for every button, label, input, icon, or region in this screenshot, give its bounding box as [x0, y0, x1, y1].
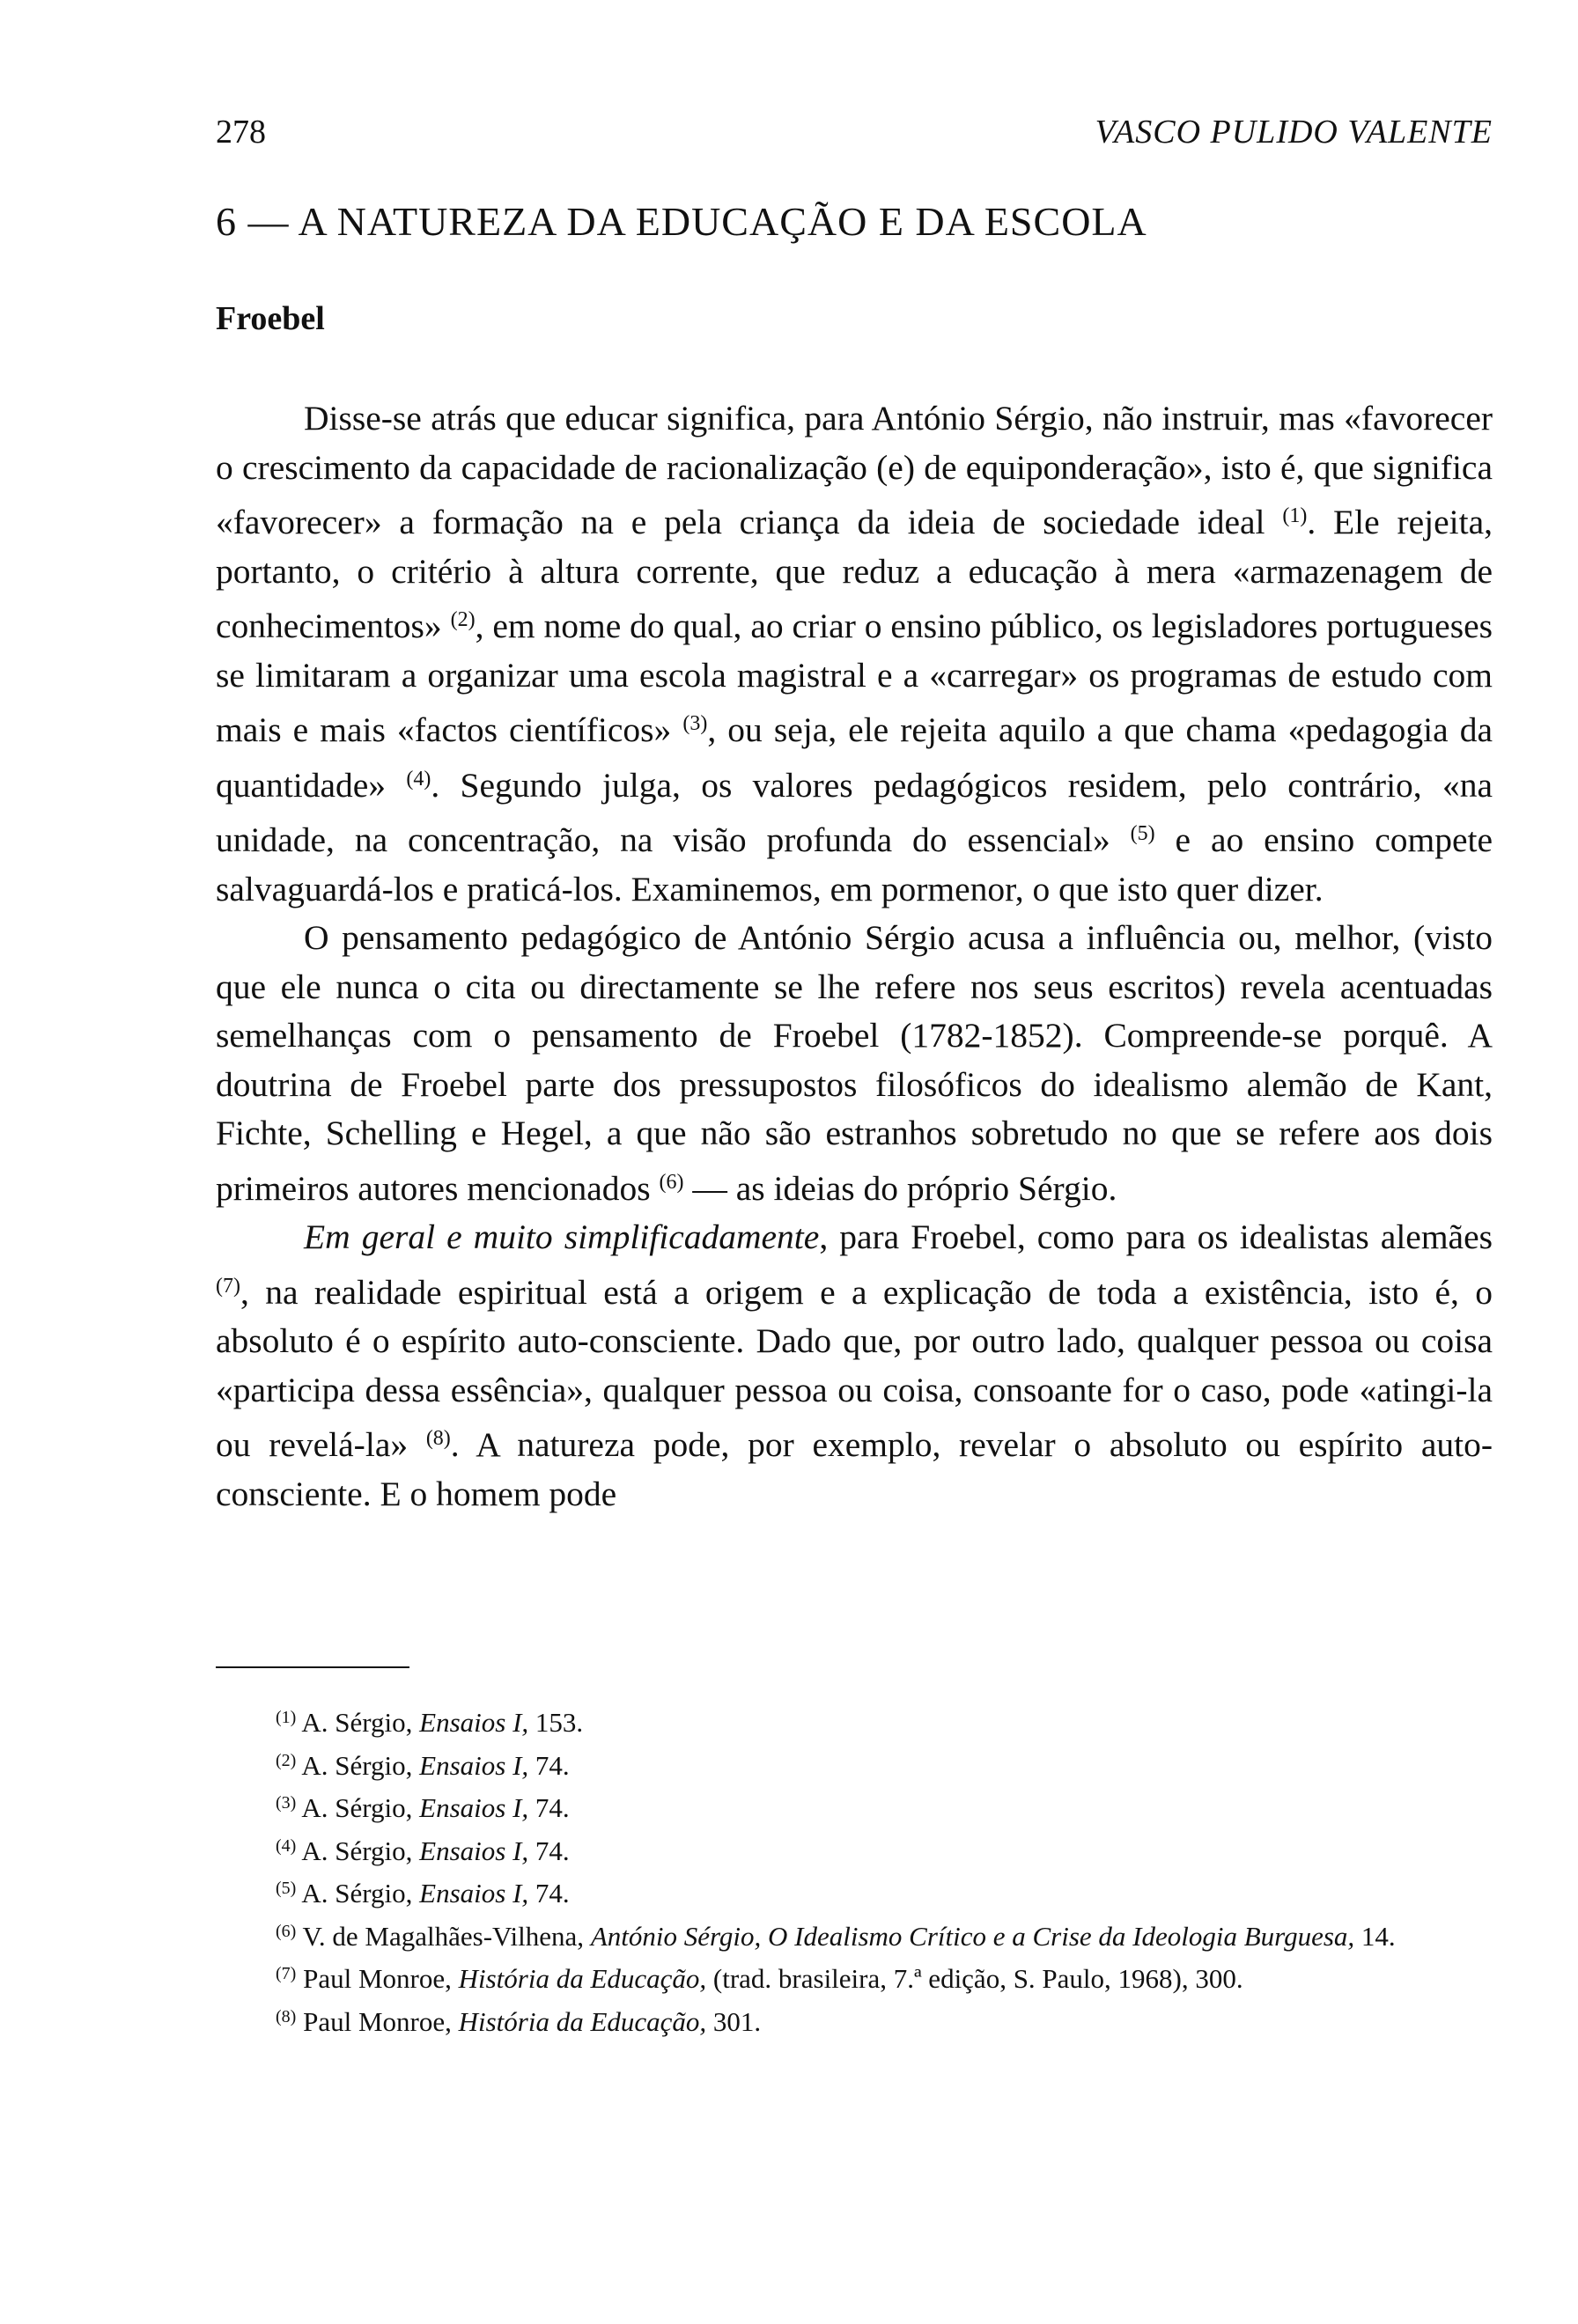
text-span: , ou seja, ele rejeita aquilo a que chama «pedagogia da quantidade» [216, 710, 1493, 805]
footnote-title: História da Educação, [458, 1963, 707, 1994]
footnote-4 [216, 1828, 1493, 1871]
page-header [216, 113, 1493, 174]
footnote-number: (3) [276, 1793, 297, 1813]
footnote-text: A. Sérgio, [301, 1792, 420, 1823]
footnote-number: (8) [276, 2006, 297, 2026]
body-text [216, 394, 1493, 1519]
footnote-title: Ensaios I, [419, 1749, 529, 1781]
footnote-title: História da Educação, [458, 2005, 707, 2037]
paragraph-1 [216, 394, 1493, 914]
footnote-ref: (5) [1130, 822, 1155, 845]
text-span: Disse-se atrás que educar significa, para António Sérgio, não instruir, mas «favorecer o crescimento da capacidade de racionalização (e) de equiponderação», isto é, que significa «favorecer» a formação na e pela criança da ideia de sociedade ideal [216, 399, 1493, 541]
footnote-8 [216, 1998, 1493, 2041]
text-span: e ao ensino compete salvaguardá-los e praticá-los. Examinemos, em pormenor, o que isto quer dizer. [216, 820, 1493, 908]
text-span: , em nome do qual, ao criar o ensino público, os legisladores portugueses se limitaram a organizar uma escola magistral e a «carregar» os programas de estudo com mais e mais «factos científicos» [216, 607, 1493, 749]
footnote-title: Ensaios I, [419, 1835, 529, 1866]
footnote-title: Ensaios I, [419, 1707, 529, 1738]
footnote-1 [216, 1699, 1493, 1742]
subheading: Froebel [216, 300, 325, 337]
footnotes [216, 1699, 1493, 2041]
footnote-divider [216, 1666, 409, 1668]
footnote-ref: (8) [425, 1427, 451, 1450]
footnote-text: 74. [528, 1749, 570, 1781]
footnote-title: Ensaios I, [419, 1878, 529, 1908]
text-span: . Ele rejeita, portanto, o critério à altura corrente, que reduz a educação à mera «armazenagem de conhecimentos» [216, 503, 1493, 645]
text-span: — as ideias do próprio Sérgio. [683, 1168, 1117, 1208]
footnote-text: A. Sérgio, [301, 1707, 420, 1738]
footnote-text: A. Sérgio, [301, 1835, 420, 1866]
text-span: . Segundo julga, os valores pedagógicos residem, pelo contrário, «na unidade, na concentração, na visão profunda do essencial» [216, 765, 1493, 859]
footnote-text: 74. [528, 1878, 570, 1908]
footnote-3 [216, 1784, 1493, 1828]
footnote-text: 301. [706, 2005, 762, 2037]
paragraph-3 [216, 1213, 1493, 1519]
footnote-text: 14. [1354, 1920, 1396, 1952]
text-span: , para Froebel, como para os idealistas alemães [819, 1217, 1493, 1256]
footnote-ref: (3) [682, 712, 708, 735]
footnote-text: Paul Monroe, [303, 1963, 459, 1994]
footnote-text: 74. [528, 1792, 570, 1823]
text-span: , na realidade espiritual está a origem e a explicação de toda a existência, isto é, o absoluto é o espírito auto-consciente. Dado que, por outro lado, qualquer pessoa ou coisa «participa dessa essência», qualquer pessoa ou coisa, consoante for o caso, pode «atingi-la ou revelá-la» [216, 1272, 1493, 1464]
footnote-text: V. de Magalhães-Vilhena, [302, 1920, 591, 1952]
italic-text: Em geral e muito simplificadamente [304, 1217, 820, 1256]
footnote-7 [216, 1955, 1493, 1998]
footnote-ref: (2) [450, 608, 476, 631]
text-span: . A natureza pode, por exemplo, revelar o absoluto ou espírito auto-consciente. E o homem pode [216, 1425, 1493, 1513]
footnote-number: (4) [276, 1835, 297, 1856]
footnote-title: António Sérgio, O Idealismo Crítico e a Crise da Ideologia Burguesa, [590, 1920, 1355, 1952]
footnote-text: A. Sérgio, [301, 1749, 420, 1781]
footnote-number: (6) [276, 1921, 297, 1941]
footnote-text: (trad. brasileira, 7.ª edição, S. Paulo, 1968), 300. [706, 1963, 1243, 1994]
footnote-ref: (7) [216, 1274, 240, 1298]
paragraph-2 [216, 914, 1493, 1213]
footnote-ref: (4) [406, 767, 431, 791]
footnote-number: (7) [276, 1964, 297, 1983]
footnote-ref: (1) [1282, 504, 1308, 527]
footnote-text: 74. [528, 1835, 570, 1866]
footnote-text: Paul Monroe, [303, 2005, 459, 2037]
page-number: 278 [216, 114, 266, 151]
footnote-ref: (6) [659, 1170, 684, 1194]
footnote-number: (2) [276, 1750, 297, 1770]
footnote-number: (5) [276, 1879, 297, 1898]
footnote-6 [216, 1913, 1493, 1956]
footnote-5 [216, 1870, 1493, 1913]
footnote-number: (1) [276, 1708, 297, 1727]
footnote-text: 153. [528, 1707, 584, 1738]
text-span: O pensamento pedagógico de António Sérgio acusa a influência ou, melhor, (visto que ele nunca o cita ou directamente se lhe refere nos seus escritos) revela acentuadas semelhanças com o pensamento de Froebel (1782-1852). Compreende-se porquê. A doutrina de Froebel parte dos pressupostos filosóficos do idealismo alemão de Kant, Fichte, Schelling e Hegel, a que não são estranhos sobretudo no que se refere aos dois primeiros autores mencionados [216, 918, 1493, 1208]
footnote-2 [216, 1742, 1493, 1785]
footnote-title: Ensaios I, [419, 1792, 529, 1823]
footnote-text: A. Sérgio, [301, 1878, 420, 1908]
section-title: 6 — A NATUREZA DA EDUCAÇÃO E DA ESCOLA [216, 199, 1147, 244]
running-title: VASCO PULIDO VALENTE [1095, 114, 1493, 151]
